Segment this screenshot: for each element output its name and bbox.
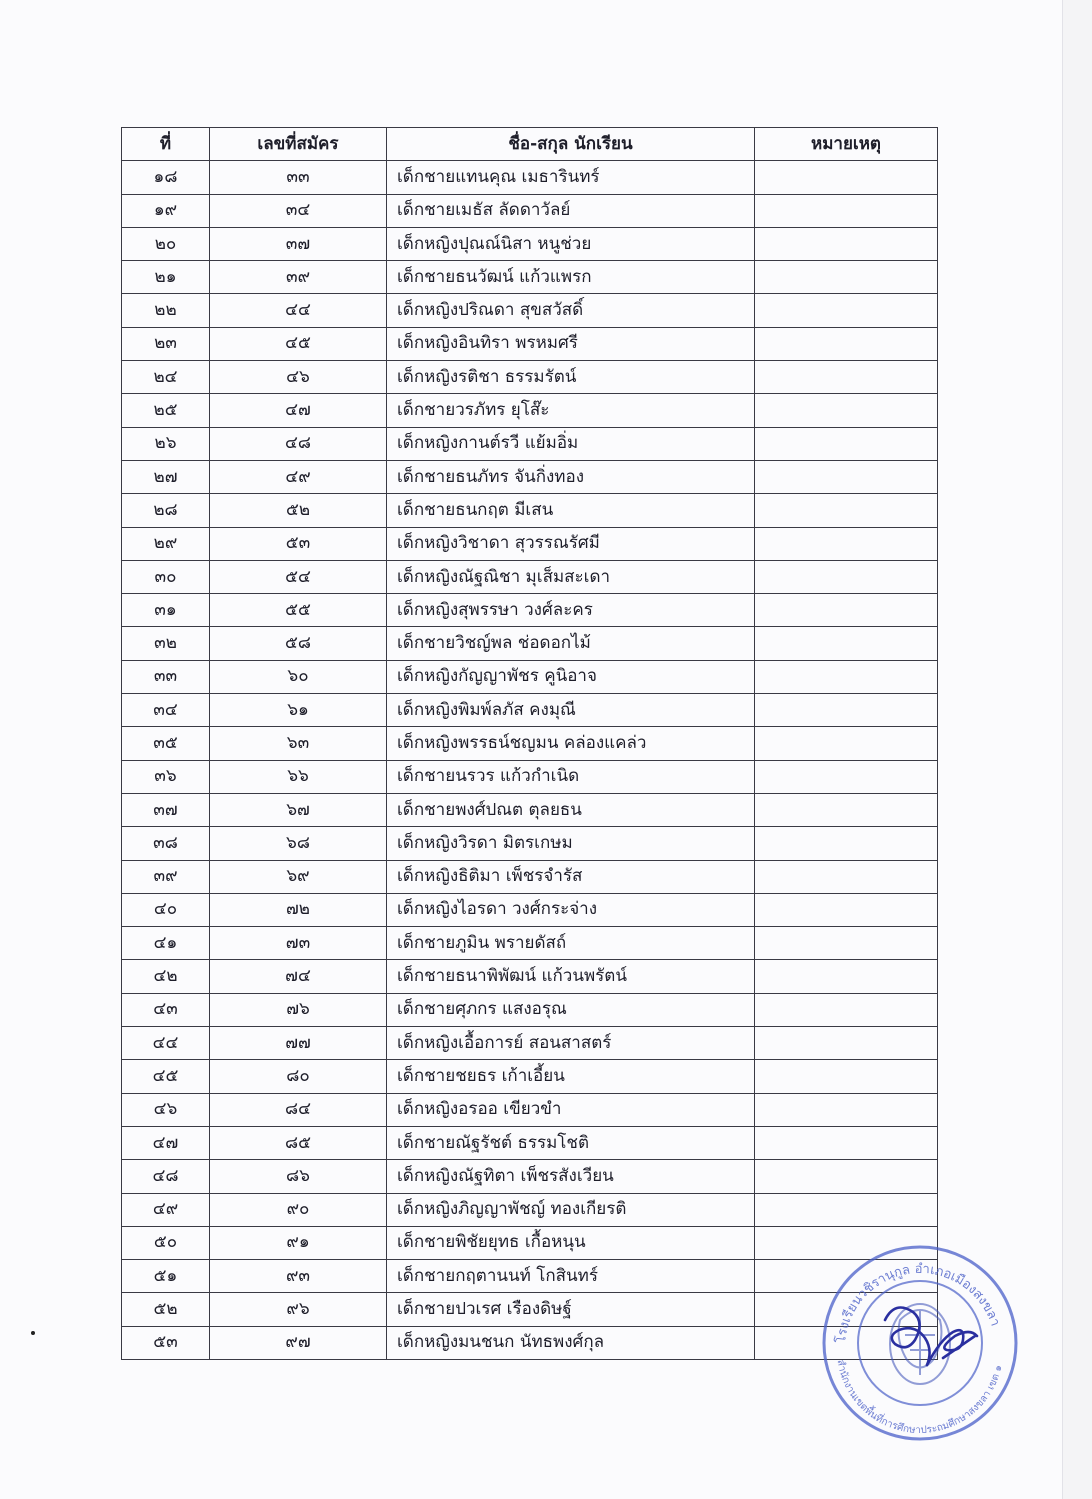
cell-application-number: ๙๗ — [210, 1326, 387, 1359]
cell-student-name: เด็กชายธนาพิพัฒน์ แก้วนพรัตน์ — [387, 960, 755, 993]
cell-no: ๔๔ — [122, 1027, 210, 1060]
cell-remarks — [755, 327, 938, 360]
table-header-row — [122, 128, 938, 161]
table-row — [122, 527, 938, 560]
cell-no: ๒๑ — [122, 261, 210, 294]
cell-student-name: เด็กชายธนวัฒน์ แก้วแพรก — [387, 261, 755, 294]
cell-application-number: ๕๒ — [210, 494, 387, 527]
table-row — [122, 993, 938, 1026]
cell-no: ๒๘ — [122, 494, 210, 527]
table-row — [122, 1326, 938, 1359]
cell-no: ๔๐ — [122, 893, 210, 926]
table-row — [122, 594, 938, 627]
cell-application-number: ๓๗ — [210, 227, 387, 260]
cell-student-name: เด็กหญิงณัฐทิตา เพ็ชรสังเวียน — [387, 1160, 755, 1193]
cell-student-name: เด็กหญิงไอรดา วงศ์กระจ่าง — [387, 893, 755, 926]
cell-student-name: เด็กชายวิชญ์พล ช่อดอกไม้ — [387, 627, 755, 660]
cell-student-name: เด็กหญิงสุพรรษา วงศ์ละคร — [387, 594, 755, 627]
cell-remarks — [755, 760, 938, 793]
cell-no: ๒๐ — [122, 227, 210, 260]
seal-text-top: โรงเรียนวชิรานุกูล อำเภอเมืองสงขลา — [834, 1261, 1003, 1344]
cell-no: ๔๖ — [122, 1093, 210, 1126]
cell-student-name: เด็กหญิงณัฐณิชา มุเส็มสะเดา — [387, 560, 755, 593]
student-list-table-wrap — [121, 127, 937, 1360]
table-row — [122, 1126, 938, 1159]
cell-application-number: ๔๙ — [210, 460, 387, 493]
cell-application-number: ๔๗ — [210, 394, 387, 427]
cell-no: ๕๑ — [122, 1260, 210, 1293]
cell-student-name: เด็กชายธนกฤต มีเสน — [387, 494, 755, 527]
cell-remarks — [755, 527, 938, 560]
table-row — [122, 893, 938, 926]
cell-remarks — [755, 694, 938, 727]
cell-student-name: เด็กชายแทนคุณ เมธารินทร์ — [387, 161, 755, 194]
cell-student-name: เด็กหญิงกัญญาพัชร คูนิอาจ — [387, 660, 755, 693]
cell-no: ๓๗ — [122, 793, 210, 826]
table-row — [122, 760, 938, 793]
cell-remarks — [755, 494, 938, 527]
cell-remarks — [755, 361, 938, 394]
svg-text:สำนักงานเขตพื้นที่การศึกษาประถ — [835, 1359, 1005, 1436]
cell-application-number: ๕๔ — [210, 560, 387, 593]
cell-application-number: ๖๐ — [210, 660, 387, 693]
cell-application-number: ๕๕ — [210, 594, 387, 627]
table-row — [122, 427, 938, 460]
cell-remarks — [755, 827, 938, 860]
cell-no: ๓๙ — [122, 860, 210, 893]
cell-no: ๒๗ — [122, 460, 210, 493]
cell-application-number: ๓๓ — [210, 161, 387, 194]
cell-student-name: เด็กชายปวเรศ เรืองดิษฐ์ — [387, 1293, 755, 1326]
cell-remarks — [755, 1326, 938, 1359]
header-student-name: ชื่อ-สกุล นักเรียน — [387, 128, 755, 161]
cell-no: ๔๘ — [122, 1160, 210, 1193]
cell-student-name: เด็กหญิงวิชาดา สุวรรณรัศมี — [387, 527, 755, 560]
table-row — [122, 1226, 938, 1259]
cell-student-name: เด็กชายเมธัส ลัดดาวัลย์ — [387, 194, 755, 227]
cell-no: ๔๒ — [122, 960, 210, 993]
cell-student-name: เด็กชายธนภัทร จันกิ่งทอง — [387, 460, 755, 493]
cell-application-number: ๘๕ — [210, 1126, 387, 1159]
cell-remarks — [755, 261, 938, 294]
cell-no: ๕๐ — [122, 1226, 210, 1259]
cell-no: ๔๗ — [122, 1126, 210, 1159]
cell-student-name: เด็กหญิงภิญญาพัชญ์ ทองเกียรติ — [387, 1193, 755, 1226]
header-no: ที่ — [122, 128, 210, 161]
cell-remarks — [755, 1160, 938, 1193]
cell-application-number: ๙๖ — [210, 1293, 387, 1326]
cell-remarks — [755, 960, 938, 993]
stray-dot — [31, 1331, 35, 1335]
table-row — [122, 194, 938, 227]
cell-application-number: ๗๖ — [210, 993, 387, 1026]
cell-application-number: ๘๔ — [210, 1093, 387, 1126]
cell-remarks — [755, 1293, 938, 1326]
cell-student-name: เด็กชายภูมิน พรายดัสถ์ — [387, 927, 755, 960]
table-row — [122, 394, 938, 427]
cell-application-number: ๖๓ — [210, 727, 387, 760]
cell-student-name: เด็กหญิงพิมพ์ลภัส คงมุณี — [387, 694, 755, 727]
cell-application-number: ๙๑ — [210, 1226, 387, 1259]
cell-remarks — [755, 893, 938, 926]
cell-student-name: เด็กชายวรภัทร ยุโส๊ะ — [387, 394, 755, 427]
cell-no: ๓๑ — [122, 594, 210, 627]
cell-remarks — [755, 627, 938, 660]
table-row — [122, 261, 938, 294]
table-row — [122, 327, 938, 360]
table-row — [122, 494, 938, 527]
table-row — [122, 627, 938, 660]
cell-application-number: ๕๓ — [210, 527, 387, 560]
cell-remarks — [755, 294, 938, 327]
cell-no: ๓๘ — [122, 827, 210, 860]
cell-application-number: ๙๐ — [210, 1193, 387, 1226]
cell-no: ๔๑ — [122, 927, 210, 960]
cell-remarks — [755, 793, 938, 826]
cell-application-number: ๔๔ — [210, 294, 387, 327]
cell-remarks — [755, 427, 938, 460]
header-application-number: เลขที่สมัคร — [210, 128, 387, 161]
cell-student-name: เด็กหญิงธิติมา เพ็ชรจำรัส — [387, 860, 755, 893]
table-row — [122, 1093, 938, 1126]
cell-remarks — [755, 1193, 938, 1226]
cell-application-number: ๔๕ — [210, 327, 387, 360]
cell-student-name: เด็กหญิงวิรดา มิตรเกษม — [387, 827, 755, 860]
cell-no: ๓๖ — [122, 760, 210, 793]
cell-student-name: เด็กชายกฤตานนท์ โกสินทร์ — [387, 1260, 755, 1293]
table-row — [122, 727, 938, 760]
cell-student-name: เด็กชายณัฐรัชต์ ธรรมโชติ — [387, 1126, 755, 1159]
cell-no: ๔๓ — [122, 993, 210, 1026]
table-row — [122, 1027, 938, 1060]
table-row — [122, 227, 938, 260]
cell-student-name: เด็กชายนรวร แก้วกำเนิด — [387, 760, 755, 793]
cell-application-number: ๗๓ — [210, 927, 387, 960]
cell-remarks — [755, 594, 938, 627]
cell-student-name: เด็กชายศุภกร แสงอรุณ — [387, 993, 755, 1026]
table-row — [122, 1293, 938, 1326]
table-row — [122, 560, 938, 593]
cell-no: ๑๙ — [122, 194, 210, 227]
table-row — [122, 860, 938, 893]
cell-remarks — [755, 860, 938, 893]
table-row — [122, 161, 938, 194]
cell-student-name: เด็กหญิงมนชนก นัทธพงศ์กุล — [387, 1326, 755, 1359]
cell-application-number: ๔๘ — [210, 427, 387, 460]
table-row — [122, 1193, 938, 1226]
table-row — [122, 1260, 938, 1293]
table-row — [122, 1060, 938, 1093]
cell-application-number: ๗๒ — [210, 893, 387, 926]
cell-student-name: เด็กหญิงเอื้อการย์ สอนสาสตร์ — [387, 1027, 755, 1060]
cell-remarks — [755, 394, 938, 427]
cell-student-name: เด็กหญิงพรรธน์ชญมน คล่องแคล่ว — [387, 727, 755, 760]
cell-student-name: เด็กหญิงรติชา ธรรมรัตน์ — [387, 361, 755, 394]
cell-application-number: ๘๖ — [210, 1160, 387, 1193]
cell-remarks — [755, 194, 938, 227]
cell-no: ๓๔ — [122, 694, 210, 727]
header-remarks: หมายเหตุ — [755, 128, 938, 161]
student-list-table — [121, 127, 938, 1360]
cell-no: ๕๓ — [122, 1326, 210, 1359]
table-row — [122, 827, 938, 860]
cell-remarks — [755, 1093, 938, 1126]
seal-text-bottom: สำนักงานเขตพื้นที่การศึกษาประถมศึกษาสงขลา เขต ๑ — [834, 1358, 1005, 1437]
table-row — [122, 694, 938, 727]
cell-remarks — [755, 660, 938, 693]
cell-application-number: ๖๗ — [210, 793, 387, 826]
cell-remarks — [755, 1260, 938, 1293]
cell-no: ๒๕ — [122, 394, 210, 427]
table-row — [122, 660, 938, 693]
cell-student-name: เด็กชายพิชัยยุทธ เกื้อหนุน — [387, 1226, 755, 1259]
table-row — [122, 960, 938, 993]
cell-remarks — [755, 1126, 938, 1159]
cell-student-name: เด็กชายพงศ์ปณต ตุลยธน — [387, 793, 755, 826]
table-row — [122, 361, 938, 394]
table-row — [122, 927, 938, 960]
cell-remarks — [755, 560, 938, 593]
cell-no: ๒๔ — [122, 361, 210, 394]
cell-no: ๔๙ — [122, 1193, 210, 1226]
cell-application-number: ๓๙ — [210, 261, 387, 294]
cell-no: ๓๐ — [122, 560, 210, 593]
cell-application-number: ๖๙ — [210, 860, 387, 893]
cell-no: ๔๕ — [122, 1060, 210, 1093]
cell-student-name: เด็กหญิงอรออ เขียวขำ — [387, 1093, 755, 1126]
cell-remarks — [755, 161, 938, 194]
table-row — [122, 460, 938, 493]
table-row — [122, 1160, 938, 1193]
cell-application-number: ๗๔ — [210, 960, 387, 993]
cell-remarks — [755, 1027, 938, 1060]
table-body — [122, 161, 938, 1360]
table-row — [122, 294, 938, 327]
cell-student-name: เด็กหญิงกานต์รวี แย้มอิ่ม — [387, 427, 755, 460]
cell-no: ๒๒ — [122, 294, 210, 327]
cell-no: ๕๒ — [122, 1293, 210, 1326]
cell-remarks — [755, 927, 938, 960]
cell-remarks — [755, 993, 938, 1026]
cell-remarks — [755, 1060, 938, 1093]
cell-application-number: ๕๘ — [210, 627, 387, 660]
cell-no: ๓๕ — [122, 727, 210, 760]
cell-no: ๒๙ — [122, 527, 210, 560]
cell-no: ๒๖ — [122, 427, 210, 460]
cell-student-name: เด็กหญิงปริณดา สุขสวัสดิ์ — [387, 294, 755, 327]
cell-application-number: ๗๗ — [210, 1027, 387, 1060]
cell-remarks — [755, 727, 938, 760]
cell-remarks — [755, 227, 938, 260]
cell-application-number: ๔๖ — [210, 361, 387, 394]
cell-no: ๒๓ — [122, 327, 210, 360]
cell-student-name: เด็กหญิงอินทิรา พรหมศรี — [387, 327, 755, 360]
cell-no: ๓๓ — [122, 660, 210, 693]
cell-remarks — [755, 460, 938, 493]
cell-application-number: ๙๓ — [210, 1260, 387, 1293]
cell-no: ๓๒ — [122, 627, 210, 660]
table-row — [122, 793, 938, 826]
cell-application-number: ๖๖ — [210, 760, 387, 793]
cell-no: ๑๘ — [122, 161, 210, 194]
cell-student-name: เด็กชายชยธร เก้าเอี้ยน — [387, 1060, 755, 1093]
cell-application-number: ๖๘ — [210, 827, 387, 860]
cell-application-number: ๖๑ — [210, 694, 387, 727]
cell-student-name: เด็กหญิงปุณณ์นิสา หนูช่วย — [387, 227, 755, 260]
cell-application-number: ๓๔ — [210, 194, 387, 227]
cell-application-number: ๘๐ — [210, 1060, 387, 1093]
cell-remarks — [755, 1226, 938, 1259]
